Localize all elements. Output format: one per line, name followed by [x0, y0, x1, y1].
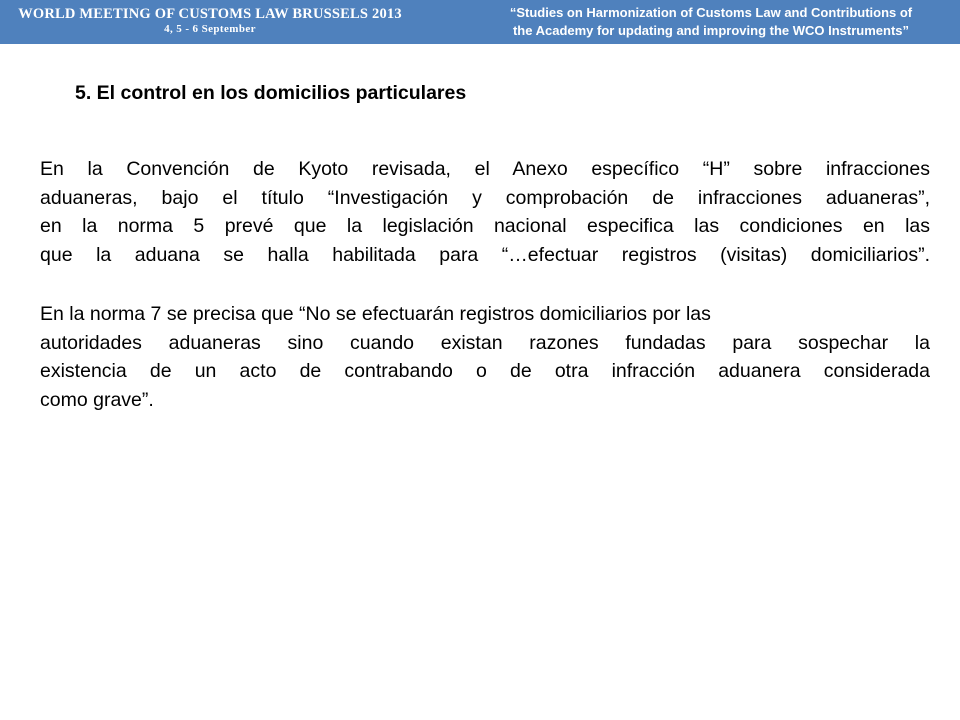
- paragraph-norma-7: [40, 300, 930, 414]
- event-dates: 4, 5 - 6 September: [164, 23, 256, 35]
- paragraph-kyoto-convention: [40, 155, 930, 269]
- study-title: [476, 4, 946, 40]
- event-title: WORLD MEETING OF CUSTOMS LAW BRUSSELS 2013: [18, 6, 402, 22]
- paragraph-line: existencia de un acto de contrabando o de otra infracción aduanera considerada: [40, 360, 930, 382]
- header-banner: [0, 0, 960, 44]
- paragraph-line: En la norma 7 se precisa que “No se efectuarán registros domiciliarios por las: [40, 303, 711, 325]
- paragraph-line: que la aduana se halla habilitada para “…efectuar registros (visitas) domiciliarios”.: [40, 243, 930, 266]
- study-title-line: “Studies on Harmonization of Customs Law and Contributions of: [509, 5, 913, 20]
- paragraph-line: en la norma 5 prevé que la legislación nacional especifica las condiciones en las: [40, 215, 930, 237]
- paragraph-line: como grave”.: [40, 388, 154, 411]
- paragraph-line: En la Convención de Kyoto revisada, el Anexo específico “H” sobre infracciones: [40, 158, 930, 180]
- section-heading: 5. El control en los domicilios particulares: [75, 82, 467, 104]
- event-info: [0, 6, 420, 36]
- paragraph-line: aduaneras, bajo el título “Investigación y comprobación de infracciones aduaneras”,: [40, 186, 930, 209]
- study-title-line: the Academy for updating and improving the WCO Instruments”: [512, 23, 910, 38]
- paragraph-line: autoridades aduaneras sino cuando existan razones fundadas para sospechar la: [40, 331, 930, 354]
